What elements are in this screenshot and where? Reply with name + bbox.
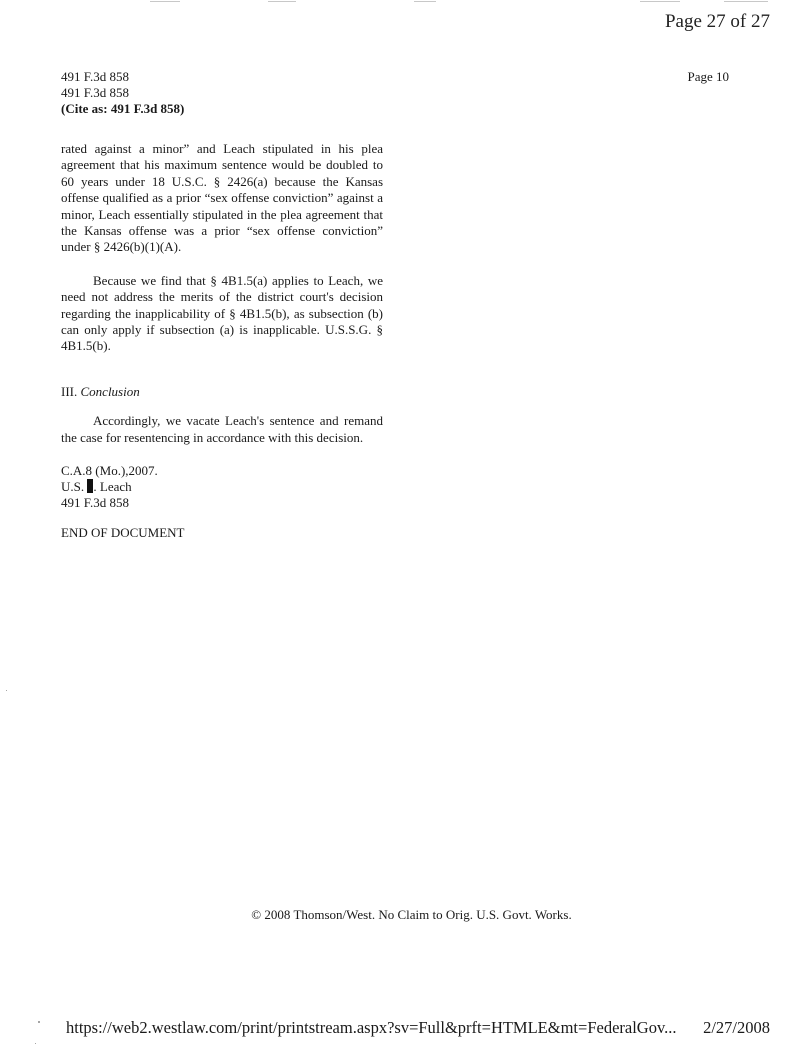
print-date: 2/27/2008: [703, 1018, 770, 1037]
citation-line: 491 F.3d 858: [61, 85, 129, 100]
opinion-text-column: [61, 141, 383, 542]
section-number: III.: [61, 383, 78, 399]
scan-speck: [38, 1021, 40, 1023]
paragraph-continued: rated against a minor” and Leach stipulated in his plea agreement that his maximum sentence would be doubled to 60 years under 18 U.S.C. § 2426(a) because the Kansas offense qualified as a prior “sex offense conviction” against a minor, Leach essentially stipulated in the plea agreement that the Kansas offense was a prior “sex offense conviction” under § 2426(b)(1)(A).: [61, 141, 383, 255]
citation-line: 491 F.3d 858: [61, 69, 129, 84]
paragraph-4b15: Because we find that § 4B1.5(a) applies to Leach, we need not address the merits of the district court's decision regarding the inapplicability of § 4B1.5(b), as subsection (b) can only apply if subsection (a) is inapplicable. U.S.S.G. § 4B1.5(b).: [61, 272, 383, 354]
page-label: Page 10: [687, 69, 729, 84]
top-edge-artifacts: [0, 0, 811, 6]
section-title: Conclusion: [80, 383, 140, 399]
scan-speck: [35, 1043, 36, 1044]
case-prefix: U.S.: [61, 479, 85, 495]
cite-as-line: (Cite as: 491 F.3d 858): [61, 101, 185, 116]
copyright-footer: © 2008 Thomson/West. No Claim to Orig. U.S. Govt. Works.: [251, 907, 572, 922]
print-url: https://web2.westlaw.com/print/printstream.aspx?sv=Full&prft=HTMLE&mt=FederalGov...: [66, 1018, 677, 1037]
section-heading: [61, 384, 383, 400]
page-counter: Page 27 of 27: [664, 11, 770, 32]
citation-header: [61, 69, 184, 117]
end-of-document: END OF DOCUMENT: [61, 525, 185, 541]
case-name-line: [61, 479, 383, 495]
court-line: C.A.8 (Mo.),2007.: [61, 463, 158, 479]
scan-speck: [6, 690, 7, 691]
case-suffix: . Leach: [93, 479, 132, 495]
reporter-line: 491 F.3d 858: [61, 495, 129, 511]
paragraph-conclusion: Accordingly, we vacate Leach's sentence and remand the case for resentencing in accordance with this decision.: [61, 413, 383, 445]
